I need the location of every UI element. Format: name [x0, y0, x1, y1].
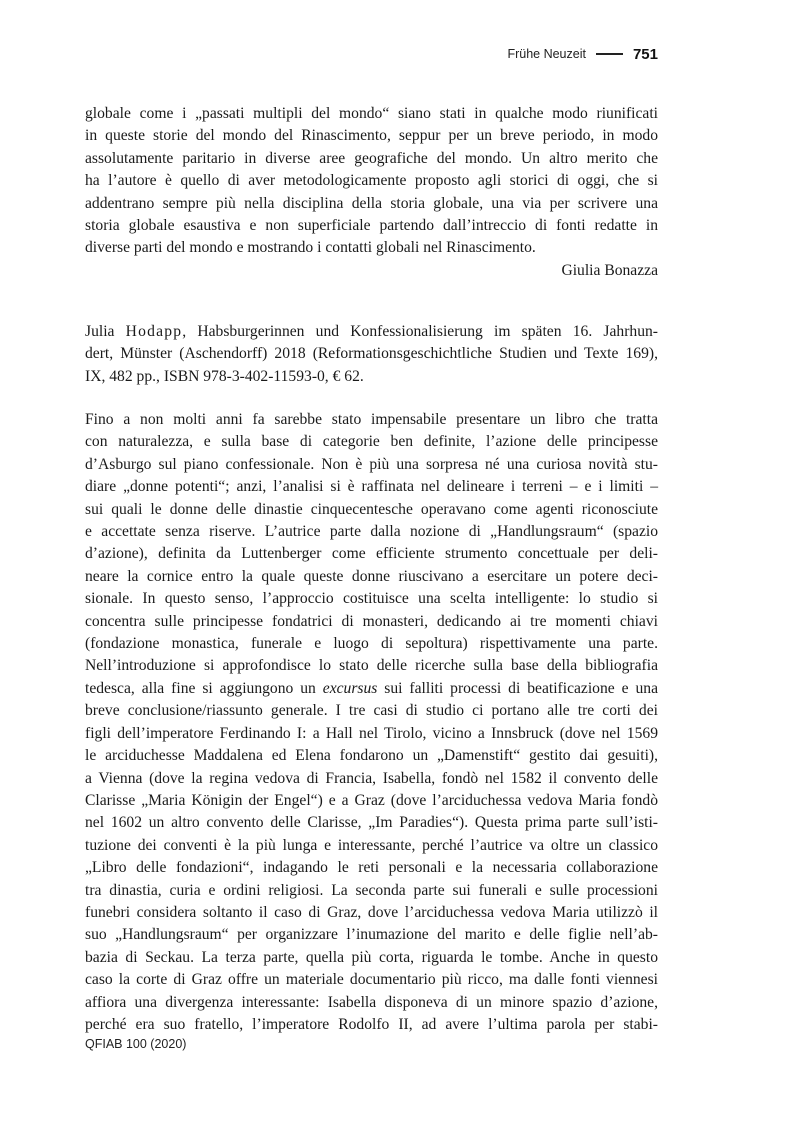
review-2-text: [85, 409, 658, 1036]
citation-line: dert, Münster (Aschendorff) 2018 (Reformationsgeschichtliche Studien und Texte 169),: [85, 345, 658, 363]
text-line: nel 1602 un altro convento delle Clarisse, „Im Paradies“). Questa prima parte sull’isti-: [85, 814, 658, 832]
text-line: breve conclusione/riassunto generale. I tre casi di studio ci portano alle tre corti dei: [85, 702, 658, 720]
text-line: „Libro delle fondazioni“, indagando le reti personali e la necessaria collaborazione: [85, 859, 658, 877]
text-line: le arciduchesse Maddalena ed Elena fondarono un „Damenstift“ gestito dai gesuiti),: [85, 747, 658, 765]
text-line: Clarisse „Maria Königin der Engel“) e a Graz (dove l’arciduchessa vedova Maria fondò: [85, 791, 658, 809]
text-line: neare la cornice entro la quale queste donne riuscivano a esercitare un potere deci-: [85, 567, 658, 585]
text-line: Nell’introduzione si approfondisce lo stato delle ricerche sulla base della bibliografia: [85, 657, 658, 675]
header-rule: [596, 53, 623, 55]
text-line: bazia di Seckau. La terza parte, quella più corta, riguarda le tombe. Anche in questo: [85, 948, 658, 966]
text-line: figli dell’imperatore Ferdinando I: a Hall nel Tirolo, vicino a Innsbruck (dove nel 1569: [85, 724, 658, 742]
text-line: ha l’autore è quello di aver metodologicamente proposto agli storici di oggi, che si: [85, 172, 658, 190]
review-1-text: [85, 103, 658, 282]
text-line: e accettate senza riserve. L’autrice parte dalla nozione di „Handlungsraum“ (spazio: [85, 523, 658, 541]
text-line: a Vienna (dove la regina vedova di Francia, Isabella, fondò nel 1582 il convento delle: [85, 769, 658, 787]
text-line: con naturalezza, e sulla base di categorie ben definite, l’azione delle principesse: [85, 433, 658, 451]
page-number: 751: [632, 45, 658, 63]
citation-line: IX, 482 pp., ISBN 978-3-402-11593-0, € 62.: [85, 367, 364, 385]
text-line: d’Asburgo sul piano confessionale. Non è più una sorpresa né una curiosa novità stu-: [85, 455, 658, 473]
text-line: Fino a non molti anni fa sarebbe stato impensabile presentare un libro che tratta: [85, 411, 658, 428]
citation-line: [85, 321, 658, 343]
text-line: sui quali le donne delle dinastie cinquecentesche operavano come agenti riconosciute: [85, 500, 658, 518]
running-header: [507, 44, 658, 64]
text-line: caso la corte di Graz offre un materiale documentario più ricco, ma dalle fonti viennesi: [85, 971, 658, 989]
author-first-name: Julia: [85, 323, 115, 340]
journal-footer: QFIAB 100 (2020): [85, 1037, 187, 1051]
text-line: d’azione), definita da Luttenberger come efficiente strumento concettuale per deli-: [85, 545, 658, 563]
book-citation: [85, 321, 658, 388]
text-line: suo „Handlungsraum“ per organizzare l’inumazione del marito e delle figlie nell’ab-: [85, 926, 658, 944]
text-line: funebri considera soltanto il caso di Graz, dove l’arciduchessa vedova Maria utilizzò il: [85, 903, 658, 921]
author-last-name: Hodapp: [125, 323, 183, 340]
text-line: tuzione dei conventi è la più lunga e interessante, perché l’autrice va oltre un classico: [85, 836, 658, 854]
section-label: Frühe Neuzeit: [507, 47, 586, 61]
italic-term: excursus: [322, 679, 378, 697]
text-line: (fondazione monastica, funerale e luogo di sepoltura) rispettivamente una parte.: [85, 635, 658, 653]
text-line: storia globale esaustiva e non superficiale partendo dall’intreccio di fonti redatte in: [85, 217, 658, 235]
citation-title: , Habsburgerinnen und Konfessionalisierung im späten 16. Jahrhun-: [182, 323, 658, 340]
text-line: addentrano sempre più nella disciplina della storia globale, una via per scrivere una: [85, 194, 658, 212]
text-line: concentra sulle principesse fondatrici di monasteri, dedicando ai tre momenti chiavi: [85, 612, 658, 630]
reviewer-name: Giulia Bonazza: [561, 261, 658, 279]
text-line: tedesca, alla fine si aggiungono un excursus sui falliti processi di beatificazione e una: [85, 679, 658, 697]
text-line: globale come i „passati multipli del mondo“ siano stati in qualche modo riunificati: [85, 105, 658, 122]
text-line: in queste storie del mondo del Rinascimento, seppur per un breve periodo, in modo: [85, 127, 658, 145]
text-line: sionale. In questo senso, l’approccio costituisce una scelta intelligente: lo studio si: [85, 590, 658, 608]
text-line: perché era suo fratello, l’imperatore Rodolfo II, ad avere l’ultima parola per stabi-: [85, 1015, 658, 1033]
text-line: affiora una divergenza interessante: Isabella disponeva di un minore spazio d’azione,: [85, 993, 658, 1011]
text-line: diverse parti del mondo e mostrando i contatti globali nel Rinascimento.: [85, 239, 536, 257]
text-line: diare „donne potenti“; anzi, l’analisi si è raffinata nel delineare i terreni – e i limiti –: [85, 478, 658, 496]
text-line: tra dinastia, curia e ordini religiosi. La seconda parte sui funerali e sulle processioni: [85, 881, 658, 899]
text-line: assolutamente paritario in diverse aree geografiche del mondo. Un altro merito che: [85, 149, 658, 167]
